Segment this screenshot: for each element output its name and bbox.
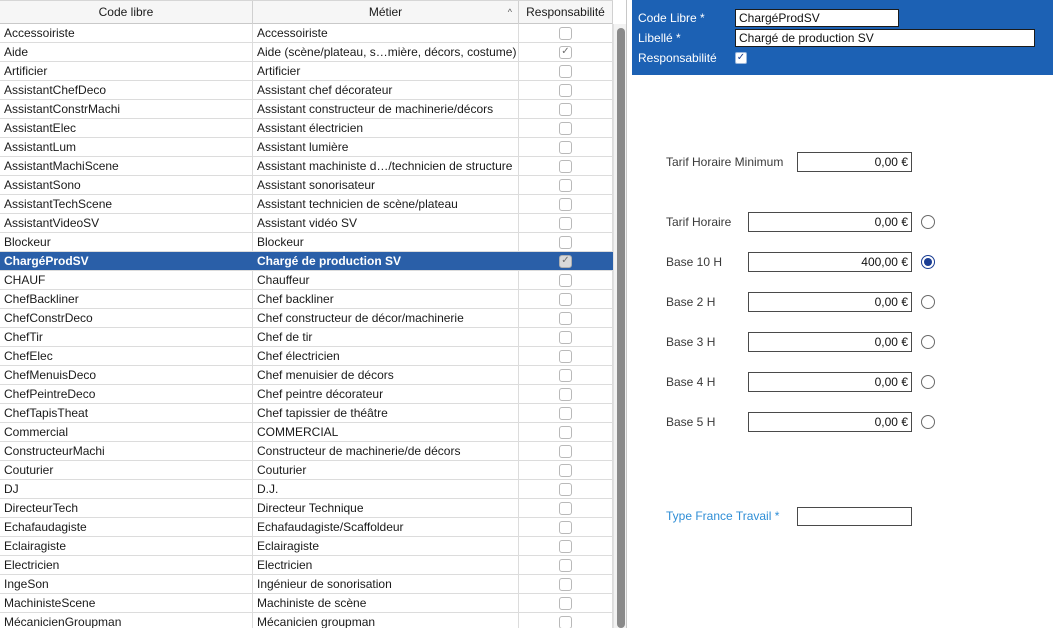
rate-radio[interactable] bbox=[921, 255, 935, 269]
table-row[interactable] bbox=[0, 214, 613, 233]
cell-metier: Aide (scène/plateau, s…mière, décors, costume) bbox=[253, 43, 519, 61]
responsabilite-checkbox[interactable] bbox=[559, 141, 572, 154]
responsabilite-checkbox[interactable] bbox=[559, 122, 572, 135]
cell-responsabilite bbox=[519, 613, 613, 628]
cell-responsabilite bbox=[519, 518, 613, 536]
table-row[interactable] bbox=[0, 24, 613, 43]
cell-code: ChefPeintreDeco bbox=[0, 385, 253, 403]
cell-metier: Mécanicien groupman bbox=[253, 613, 519, 628]
checkmark-icon: ✓ bbox=[736, 52, 746, 63]
libelle-label: Libellé * bbox=[638, 31, 681, 45]
cell-responsabilite bbox=[519, 176, 613, 194]
responsabilite-checkbox[interactable] bbox=[559, 179, 572, 192]
cell-metier: Chef constructeur de décor/machinerie bbox=[253, 309, 519, 327]
rate-label: Base 10 H bbox=[666, 255, 723, 269]
type-france-travail-field[interactable] bbox=[797, 507, 912, 526]
responsabilite-checkbox[interactable] bbox=[559, 198, 572, 211]
rate-label: Base 2 H bbox=[666, 295, 716, 309]
cell-metier: Eclairagiste bbox=[253, 537, 519, 555]
responsabilite-checkbox[interactable] bbox=[559, 84, 572, 97]
cell-responsabilite bbox=[519, 252, 613, 270]
cell-metier: Assistant vidéo SV bbox=[253, 214, 519, 232]
code-libre-field[interactable]: ChargéProdSV bbox=[735, 9, 899, 27]
cell-responsabilite bbox=[519, 366, 613, 384]
rate-field[interactable]: 0,00 € bbox=[748, 212, 912, 232]
responsabilite-checkbox[interactable] bbox=[559, 540, 572, 553]
table-row[interactable] bbox=[0, 81, 613, 100]
rate-radio[interactable] bbox=[921, 295, 935, 309]
cell-metier: Assistant technicien de scène/plateau bbox=[253, 195, 519, 213]
cell-metier: D.J. bbox=[253, 480, 519, 498]
cell-metier: Chef menuisier de décors bbox=[253, 366, 519, 384]
responsabilite-checkbox[interactable] bbox=[735, 52, 747, 64]
cell-code: Echafaudagiste bbox=[0, 518, 253, 536]
table-row[interactable] bbox=[0, 366, 613, 385]
table-row[interactable] bbox=[0, 157, 613, 176]
cell-metier: Machiniste de scène bbox=[253, 594, 519, 612]
cell-metier: Chargé de production SV bbox=[253, 252, 519, 270]
responsabilite-checkbox[interactable] bbox=[559, 483, 572, 496]
cell-responsabilite bbox=[519, 328, 613, 346]
cell-metier: Couturier bbox=[253, 461, 519, 479]
cell-metier: Blockeur bbox=[253, 233, 519, 251]
cell-responsabilite bbox=[519, 157, 613, 175]
cell-code: ChefTir bbox=[0, 328, 253, 346]
table-row[interactable] bbox=[0, 556, 613, 575]
responsabilite-checkbox[interactable] bbox=[559, 46, 572, 59]
rate-radio[interactable] bbox=[921, 375, 935, 389]
column-header-code[interactable]: Code libre bbox=[0, 1, 253, 24]
table-row[interactable] bbox=[0, 404, 613, 423]
table-row[interactable] bbox=[0, 176, 613, 195]
responsabilite-checkbox[interactable] bbox=[559, 426, 572, 439]
table-row[interactable] bbox=[0, 309, 613, 328]
cell-code: AssistantElec bbox=[0, 119, 253, 137]
responsabilite-checkbox[interactable] bbox=[559, 369, 572, 382]
responsabilite-checkbox[interactable] bbox=[559, 312, 572, 325]
cell-metier: Electricien bbox=[253, 556, 519, 574]
rate-label: Base 4 H bbox=[666, 375, 716, 389]
table-row[interactable] bbox=[0, 119, 613, 138]
cell-code: ChefElec bbox=[0, 347, 253, 365]
cell-code: MachinisteScene bbox=[0, 594, 253, 612]
cell-code: MécanicienGroupman bbox=[0, 613, 253, 628]
cell-responsabilite bbox=[519, 271, 613, 289]
cell-responsabilite bbox=[519, 100, 613, 118]
cell-responsabilite bbox=[519, 43, 613, 61]
tarif-min-field[interactable]: 0,00 € bbox=[797, 152, 912, 172]
responsabilite-checkbox[interactable] bbox=[559, 578, 572, 591]
table-body bbox=[0, 24, 613, 628]
cell-responsabilite bbox=[519, 575, 613, 593]
cell-code: ChargéProdSV bbox=[0, 252, 253, 270]
cell-responsabilite bbox=[519, 119, 613, 137]
responsabilite-checkbox[interactable] bbox=[559, 464, 572, 477]
cell-responsabilite bbox=[519, 138, 613, 156]
cell-responsabilite bbox=[519, 499, 613, 517]
code-libre-label: Code Libre * bbox=[638, 11, 705, 25]
cell-code: AssistantLum bbox=[0, 138, 253, 156]
responsabilite-checkbox[interactable] bbox=[559, 217, 572, 230]
checkmark-icon: ✓ bbox=[561, 255, 570, 266]
cell-responsabilite bbox=[519, 442, 613, 460]
cell-code: AssistantChefDeco bbox=[0, 81, 253, 99]
column-header-responsabilite[interactable]: Responsabilité bbox=[519, 1, 613, 24]
table-row[interactable] bbox=[0, 575, 613, 594]
cell-code: DJ bbox=[0, 480, 253, 498]
cell-metier: Assistant sonorisateur bbox=[253, 176, 519, 194]
cell-responsabilite bbox=[519, 24, 613, 42]
cell-metier: Ingénieur de sonorisation bbox=[253, 575, 519, 593]
cell-metier: Directeur Technique bbox=[253, 499, 519, 517]
cell-metier: Chef électricien bbox=[253, 347, 519, 365]
cell-code: ChefConstrDeco bbox=[0, 309, 253, 327]
rate-label: Base 3 H bbox=[666, 335, 716, 349]
cell-metier: Chef de tir bbox=[253, 328, 519, 346]
cell-responsabilite bbox=[519, 537, 613, 555]
type-france-travail-label: Type France Travail * bbox=[666, 509, 780, 523]
table-row[interactable] bbox=[0, 442, 613, 461]
cell-metier: Chef peintre décorateur bbox=[253, 385, 519, 403]
cell-responsabilite bbox=[519, 214, 613, 232]
cell-code: Eclairagiste bbox=[0, 537, 253, 555]
cell-responsabilite bbox=[519, 290, 613, 308]
cell-responsabilite bbox=[519, 461, 613, 479]
column-header-metier[interactable] bbox=[253, 1, 519, 24]
cell-code: Couturier bbox=[0, 461, 253, 479]
rate-field[interactable]: 0,00 € bbox=[748, 372, 912, 392]
cell-metier: Accessoiriste bbox=[253, 24, 519, 42]
table-row[interactable] bbox=[0, 62, 613, 81]
responsabilite-checkbox[interactable] bbox=[559, 274, 572, 287]
table-row[interactable] bbox=[0, 499, 613, 518]
table-row[interactable] bbox=[0, 385, 613, 404]
scrollbar-thumb[interactable] bbox=[617, 28, 625, 628]
table-row[interactable] bbox=[0, 100, 613, 119]
table-row[interactable] bbox=[0, 233, 613, 252]
rate-field[interactable]: 0,00 € bbox=[748, 412, 912, 432]
table-row[interactable] bbox=[0, 138, 613, 157]
responsabilite-checkbox[interactable] bbox=[559, 27, 572, 40]
cell-responsabilite bbox=[519, 233, 613, 251]
cell-code: Artificier bbox=[0, 62, 253, 80]
cell-code: Accessoiriste bbox=[0, 24, 253, 42]
table-row[interactable] bbox=[0, 423, 613, 442]
table-row[interactable] bbox=[0, 290, 613, 309]
rate-radio[interactable] bbox=[921, 335, 935, 349]
responsabilite-checkbox[interactable] bbox=[559, 331, 572, 344]
cell-code: Blockeur bbox=[0, 233, 253, 251]
cell-code: IngeSon bbox=[0, 575, 253, 593]
responsabilite-checkbox[interactable] bbox=[559, 293, 572, 306]
tarif-min-label: Tarif Horaire Minimum bbox=[666, 155, 784, 169]
table-row[interactable] bbox=[0, 461, 613, 480]
table-scrollbar[interactable] bbox=[613, 24, 627, 628]
cell-responsabilite bbox=[519, 556, 613, 574]
table-header bbox=[0, 0, 613, 24]
cell-code: AssistantSono bbox=[0, 176, 253, 194]
responsabilite-checkbox[interactable] bbox=[559, 388, 572, 401]
cell-metier: Chauffeur bbox=[253, 271, 519, 289]
responsabilite-checkbox[interactable] bbox=[559, 597, 572, 610]
column-header-metier-label: Métier bbox=[368, 5, 403, 19]
cell-responsabilite bbox=[519, 81, 613, 99]
cell-metier: Assistant constructeur de machinerie/décors bbox=[253, 100, 519, 118]
table-row[interactable] bbox=[0, 195, 613, 214]
cell-metier: COMMERCIAL bbox=[253, 423, 519, 441]
rate-label: Tarif Horaire bbox=[666, 215, 732, 229]
cell-responsabilite bbox=[519, 195, 613, 213]
cell-metier: Chef backliner bbox=[253, 290, 519, 308]
cell-responsabilite bbox=[519, 594, 613, 612]
cell-metier: Assistant électricien bbox=[253, 119, 519, 137]
responsabilite-checkbox[interactable] bbox=[559, 502, 572, 515]
cell-metier: Echafaudagiste/Scaffoldeur bbox=[253, 518, 519, 536]
responsabilite-checkbox[interactable] bbox=[559, 255, 572, 268]
detail-header bbox=[632, 0, 1053, 75]
table-row[interactable] bbox=[0, 613, 613, 628]
cell-code: ChefBackliner bbox=[0, 290, 253, 308]
cell-responsabilite bbox=[519, 347, 613, 365]
responsabilite-checkbox[interactable] bbox=[559, 236, 572, 249]
rate-field[interactable]: 400,00 € bbox=[748, 252, 912, 272]
cell-code: Electricien bbox=[0, 556, 253, 574]
cell-code: Commercial bbox=[0, 423, 253, 441]
libelle-field[interactable]: Chargé de production SV bbox=[735, 29, 1035, 47]
rate-radio[interactable] bbox=[921, 415, 935, 429]
table-row[interactable] bbox=[0, 537, 613, 556]
cell-responsabilite bbox=[519, 385, 613, 403]
table-row[interactable] bbox=[0, 518, 613, 537]
cell-metier: Assistant chef décorateur bbox=[253, 81, 519, 99]
checkmark-icon: ✓ bbox=[561, 46, 570, 57]
cell-metier: Artificier bbox=[253, 62, 519, 80]
cell-responsabilite bbox=[519, 309, 613, 327]
cell-metier: Assistant machiniste d…/technicien de structure bbox=[253, 157, 519, 175]
cell-code: Aide bbox=[0, 43, 253, 61]
rate-radio[interactable] bbox=[921, 215, 935, 229]
cell-responsabilite bbox=[519, 423, 613, 441]
table-row[interactable] bbox=[0, 271, 613, 290]
cell-metier: Constructeur de machinerie/de décors bbox=[253, 442, 519, 460]
cell-code: AssistantConstrMachi bbox=[0, 100, 253, 118]
rate-field[interactable]: 0,00 € bbox=[748, 332, 912, 352]
table-row[interactable] bbox=[0, 252, 613, 271]
rate-label: Base 5 H bbox=[666, 415, 716, 429]
cell-code: AssistantVideoSV bbox=[0, 214, 253, 232]
cell-code: CHAUF bbox=[0, 271, 253, 289]
responsabilite-checkbox[interactable] bbox=[559, 559, 572, 572]
cell-responsabilite bbox=[519, 404, 613, 422]
responsabilite-checkbox[interactable] bbox=[559, 407, 572, 420]
responsabilite-checkbox[interactable] bbox=[559, 103, 572, 116]
responsabilite-checkbox[interactable] bbox=[559, 160, 572, 173]
responsabilite-checkbox[interactable] bbox=[559, 616, 572, 628]
table-row[interactable] bbox=[0, 43, 613, 62]
rate-field[interactable]: 0,00 € bbox=[748, 292, 912, 312]
cell-metier: Assistant lumière bbox=[253, 138, 519, 156]
detail-form bbox=[632, 0, 1053, 628]
table-row[interactable] bbox=[0, 347, 613, 366]
responsabilite-checkbox[interactable] bbox=[559, 521, 572, 534]
cell-code: AssistantMachiScene bbox=[0, 157, 253, 175]
table-row[interactable] bbox=[0, 594, 613, 613]
cell-responsabilite bbox=[519, 480, 613, 498]
sort-ascending-icon: ^ bbox=[507, 7, 512, 17]
responsabilite-checkbox[interactable] bbox=[559, 445, 572, 458]
responsabilite-checkbox[interactable] bbox=[559, 65, 572, 78]
responsabilite-checkbox[interactable] bbox=[559, 350, 572, 363]
cell-metier: Chef tapissier de théâtre bbox=[253, 404, 519, 422]
cell-code: DirecteurTech bbox=[0, 499, 253, 517]
cell-code: ChefMenuisDeco bbox=[0, 366, 253, 384]
cell-responsabilite bbox=[519, 62, 613, 80]
table-row[interactable] bbox=[0, 328, 613, 347]
responsabilite-label: Responsabilité bbox=[638, 51, 717, 65]
cell-code: ConstructeurMachi bbox=[0, 442, 253, 460]
table-row[interactable] bbox=[0, 480, 613, 499]
cell-code: AssistantTechScene bbox=[0, 195, 253, 213]
cell-code: ChefTapisTheat bbox=[0, 404, 253, 422]
